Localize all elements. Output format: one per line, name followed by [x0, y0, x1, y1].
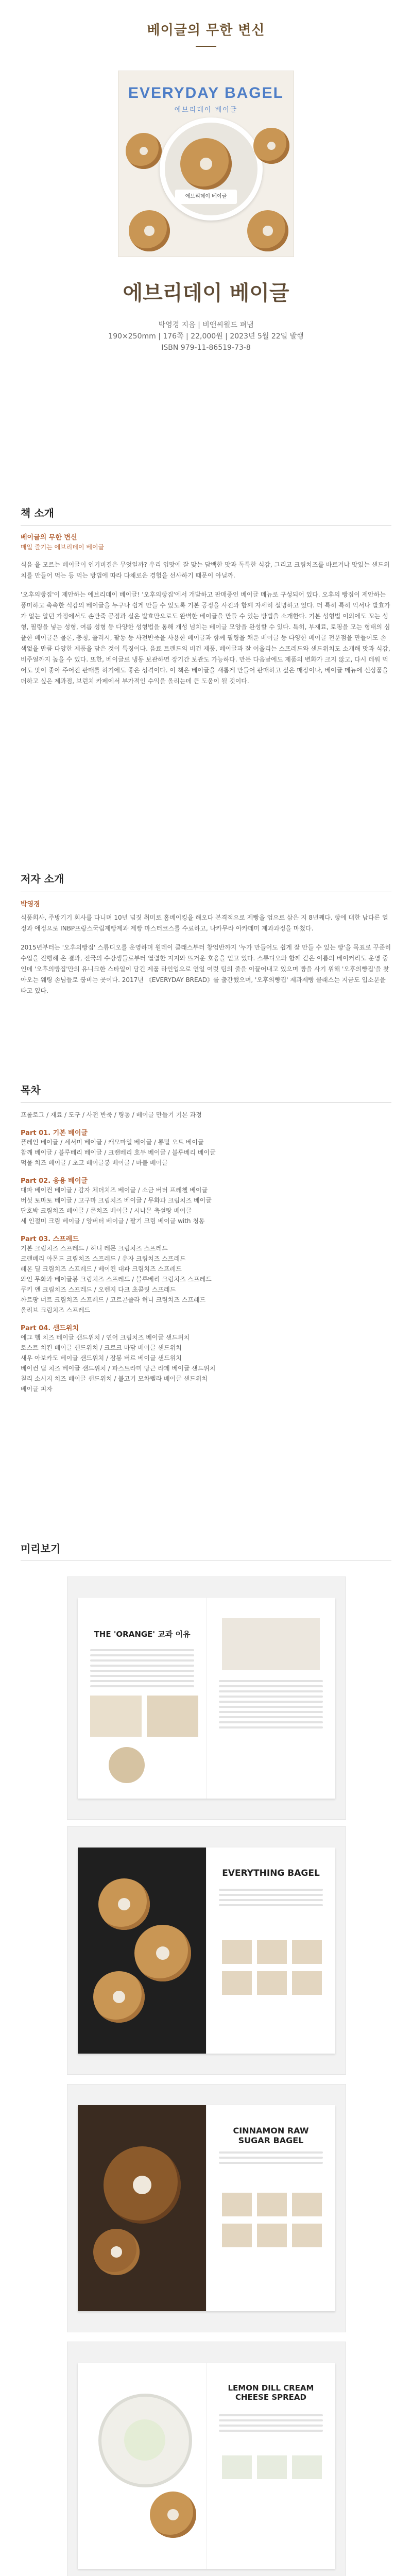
toc-part-line: 베이컨 딥 치즈 베이글 샌드위치 / 파스트라미 당근 라페 베이글 샌드위치: [21, 1365, 216, 1372]
book-meta-specs: 190×250mm | 176쪽 | 22,000원 | 2023년 5월 22일 발행: [108, 332, 304, 341]
toc-part: [21, 1175, 391, 1226]
preview-bagel: [104, 2146, 181, 2224]
toc-part-line: 까르팡 너트 크림치즈 스프레드 / 고르곤졸라 허니 크림치즈 스프레드: [21, 1296, 206, 1303]
cover-bagel-right: [253, 128, 289, 164]
header-divider: [196, 46, 216, 47]
book-title: 에브리데이 베이글: [123, 281, 289, 305]
preview-spread-4: [67, 2342, 346, 2576]
toc-part-line: 로스트 치킨 베이글 샌드위치 / 크로크 마담 베이글 샌드위치: [21, 1344, 182, 1351]
toc-part-line: 올리브 크림치즈 스프레드: [21, 1307, 91, 1314]
cover-bagel-left: [126, 133, 162, 169]
toc-part-line: 세 인절미 크림 베이글 / 양버터 베이글 / 팔기 크림 베이글 with 청동: [21, 1217, 205, 1225]
toc-part-line: 크랜베리 아몬드 크림치즈 스프레드 / 유자 크림치즈 스프레드: [21, 1255, 186, 1262]
preview-photo: [90, 1696, 142, 1737]
cover-badge: 에브리데이 베이글: [175, 190, 237, 204]
preview-bagel: [93, 2229, 140, 2275]
preview-page-title: THE 'ORANGE' 교과 이유: [94, 1630, 191, 1639]
preview-page-title: EVERYTHING BAGEL: [222, 1868, 320, 1878]
toc-part-line: 칠리 소시지 치즈 베이글 샌드위치 / 불고기 모차렐라 베이글 샌드위치: [21, 1375, 208, 1382]
preview-page-title: CINNAMON RAW SUGAR BAGEL: [233, 2126, 309, 2145]
toc-part-line: 쿠키 앤 크림치즈 스프레드 / 오렌지 다크 초콜릿 스프레드: [21, 1286, 176, 1293]
cover-bagel-bottom-left: [129, 210, 170, 251]
toc-part-line: 레몬 딜 크림치즈 스프레드 / 베이컨 대파 크림치즈 스프레드: [21, 1265, 182, 1273]
cover-bagel-center: [180, 138, 232, 190]
book-meta: [0, 319, 412, 353]
preview-bagel: [93, 1971, 145, 2023]
toc-intro-line: 프롤로그 / 재료 / 도구 / 사전 반죽 / 팅동 / 베이글 만들기 기본 과정: [21, 1111, 202, 1118]
toc-part-line: 새우 아보카도 베이글 샌드위치 / 잠봉 버르 베이글 샌드위치: [21, 1354, 182, 1362]
cover-bagel-bottom-right: [247, 210, 288, 251]
preview-spread-1: [67, 1577, 346, 1820]
toc-part-line: 와인 무화과 베이글봉 크림치즈 스프레드 / 블루베리 크림치즈 스프레드: [21, 1276, 212, 1283]
preview-photo: [222, 1618, 320, 1670]
book-cover-image: [118, 71, 294, 257]
toc-part-line: 참깨 베이글 / 블루베리 베이글 / 크랜베리 호두 베이글 / 블루베리 베이글: [21, 1149, 216, 1156]
page-header-title: 베이글의 무한 변신: [147, 23, 265, 38]
toc-part-title: Part 01. 기본 베이글: [21, 1129, 88, 1137]
section-divider: [21, 1102, 391, 1103]
preview-section: [21, 1540, 391, 1561]
preview-bagel: [98, 1878, 150, 1930]
toc-part-line: 에그 햄 치즈 베이글 샌드위치 / 연어 크림치즈 베이글 샌드위치: [21, 1334, 190, 1341]
section-divider: [21, 525, 391, 526]
toc-section: [21, 1082, 391, 1394]
preview-spread-3: [67, 2084, 346, 2332]
toc-part-line: 단호박 크림치즈 베이글 / 콘치즈 베이글 / 시나몬 축설탕 베이글: [21, 1207, 192, 1214]
preview-photo: [109, 1747, 145, 1783]
toc-part-title: Part 03. 스프레드: [21, 1235, 79, 1243]
toc-part-title: Part 04. 샌드위치: [21, 1325, 79, 1332]
toc-part-line: 먹물 치즈 베이글 / 초코 베이글봉 베이글 / 마블 베이글: [21, 1159, 168, 1166]
author-name: 박영경: [21, 901, 40, 908]
intro-subtitle: 베이글의 무한 변신: [21, 534, 77, 541]
preview-spread: [124, 2419, 165, 2461]
toc-part-line: 대파 베이컨 베이글 / 감자 체더치즈 베이글 / 소금 버터 프레첼 베이글: [21, 1187, 208, 1194]
preview-bagel: [150, 2492, 196, 2538]
toc-part: [21, 1323, 391, 1394]
author-section: [21, 871, 391, 1005]
preview-photo: [147, 1696, 198, 1737]
toc-part-line: 버섯 토마토 베이글 / 고구마 크림치즈 베이글 / 무화과 크림치즈 베이글: [21, 1197, 212, 1204]
author-paragraph: 2015년부터는 '오후의빵집' 스튜디오를 운영하며 원데이 클래스부터 창업반까지 '누가 만들어도 쉽게 잘 만들 수 있는 빵'을 목표로 꾸준히 수업을 진행해 온 결과, 전국의 수강생들로부터 열렬한 지지와 뜨거운 호응을 얻고 있다. 스튜디오와 함께 같은 이름의 베이커리도 운영 중인데 '오후의빵집'만의 유니크한 스타일이 담긴 제품 라인업으로 연일 여럿 팀의 줄을 이끌어내고 있으며 빵을 사기 위해 '오후의빵집'을 찾아오는 웨팅 손님들로 붐비는 곳이다. 2017년 《EVERYDAY BREAD》를 출간했으며, '오후의빵집' 제과제빵 클래스는 지금도 입소문을 타고 있다.: [21, 944, 391, 994]
preview-title: 미리보기: [21, 1543, 61, 1555]
intro-paragraph: '오후의빵집'이 제안하는 에브리데이 베이글! '오후의빵집'에서 개발하고 판매중인 베이글 메뉴로 구성되어 있다. 오후의 빵집이 제안하는 풍미하고 촉촉한 식감의 베이글을 누구나 쉽게 만들 수 있도록 기본 공정을 사진과 함께 자세히 설명하고 있다. 더 특히 특히 익서나 발효가가 없는 알던 가정에서도 손반죽 공정과 실온 발효만으로도 완벽한 베이글을 만들 수 있는 방법을 소개한다. 기본 성형법 이외에도 꼬는 성형, 필링을 넣는 성형, 여름 성형 등 다양한 성형법을 통해 개성 넘치는 베이글 모양을 완성할 수 있다. 특히, 부재료, 토핑을 모는 형태의 심플한 베이글은 물론, 충청, 플러시, 팥동 등 사전반죽을 사용한 베이글과 함께 필링을 채운 베이글 등 다양한 베이글 전문점을 만들어도 손색없을 만큼 다양한 제품을 담은 것이 특징이다. 음료 트랜드의 비건 제품, 베이글과 잘 어울리는 스프레드와 샌드위치도 소개해 맛과 식감, 비주얼까지 높을 수 있다. 또한, 베이글로 냉동 보관하면 장기간 보관도 가능하다. 만든 다음날에도 제품의 변화가 크지 않고, 다시 데워 먹어도 맛이 좋아 주어진 판매를 하기에도 좋은 성격이다. 이 책은 베이글을 새롭게 만들어 판매하고 싶은 매장이나, 베이글 메뉴에 신상품을 더하고 싶은 제과점, 브런치 카페에서 부가적인 수익을 올리는데 큰 도움이 될 것이다.: [21, 591, 390, 685]
toc-part-line: 플레인 베이글 / 세서미 베이글 / 캐모마일 베이글 / 통밀 오트 베이글: [21, 1139, 204, 1146]
author-title: 저자 소개: [21, 873, 64, 885]
book-meta-isbn: ISBN 979-11-86519-73-8: [161, 344, 251, 352]
intro-title: 책 소개: [21, 507, 54, 519]
intro-subtitle-2: 매일 즐기는 에브리데이 베이글: [21, 544, 105, 551]
cover-title-en: EVERYDAY BAGEL: [128, 84, 284, 101]
preview-page-title: LEMON DILL CREAM CHEESE SPREAD: [228, 2383, 314, 2402]
author-paragraph: 식품회사, 주방기기 회사를 다니며 10년 넘짓 취미로 홈베이킹을 해오다 본격적으로 제빵을 업으로 삼은 지 8년째다. 빵에 대한 남다른 열정과 애정으로 INBP프랑스국립제빵제과 제빵 마스터코스를 수료하고, 나카무라 아카데미 제과과정을 마쳤다.: [21, 914, 388, 932]
toc-part: [21, 1233, 391, 1315]
page-header: [0, 0, 412, 47]
toc-part-line: 기본 크림치즈 스프레드 / 허니 레몬 크림치즈 스프레드: [21, 1245, 168, 1252]
preview-spread-2: [67, 1826, 346, 2075]
intro-paragraph: 식음 을 모르는 베이글이 인기비결은 무엇일까? 우리 입맛에 잘 맞는 담백한 맛과 독특한 식감, 그리고 크림치즈를 바르거나 맛있는 샌드위치를 만들어 먹는 등 먹는 방법에 따라 다채로운 경험을 선사하기 때문이 아닐까.: [21, 561, 390, 579]
cover-title-ko: 에브리데이 베이글: [174, 106, 238, 114]
book-meta-author: 박영경 지음 | 비앤씨월드 펴냄: [158, 321, 254, 329]
toc-part: [21, 1127, 391, 1168]
toc-title: 목차: [21, 1084, 41, 1096]
toc-part-title: Part 02. 응용 베이글: [21, 1177, 88, 1185]
intro-section: [21, 505, 391, 695]
preview-bagel: [134, 1925, 191, 1981]
toc-part-line: 베이글 피자: [21, 1385, 53, 1393]
